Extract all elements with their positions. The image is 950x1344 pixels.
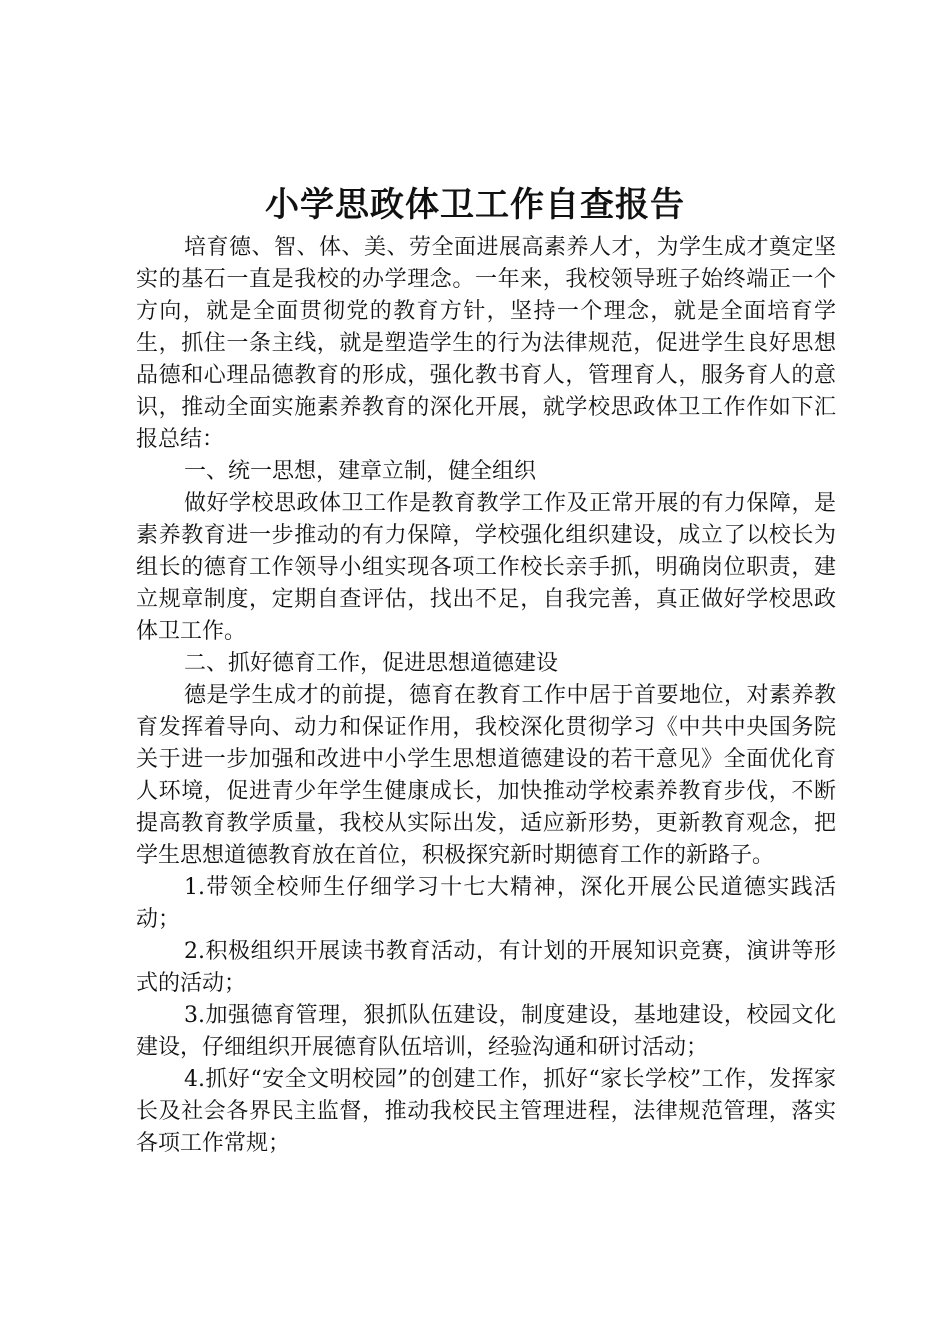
list-item-3: 3.加强德育管理，狠抓队伍建设，制度建设，基地建设，校园文化建设，仔细组织开展德育队伍培训，经验沟通和研讨活动； [136,1003,836,1060]
document-title: 小学思政体卫工作自查报告 [265,185,685,225]
intro-paragraph: 培育德、智、体、美、劳全面进展高素养人才，为学生成才奠定坚实的基石一直是我校的办学理念。一年来，我校领导班子始终端正一个方向，就是全面贯彻党的教育方针，坚持一个理念，就是全面培育学生，抓住一条主线，就是塑造学生的行为法律规范，促进学生良好思想品德和心理品德教育的形成，强化教书育人，管理育人，服务育人的意识，推动全面实施素养教育的深化开展，就学校思政体卫工作作如下汇报总结： [136,235,836,452]
section-heading-2: 二、抓好德育工作，促进思想道德建设 [184,651,559,676]
section-heading-1: 一、统一思想，建章立制，健全组织 [184,459,537,484]
list-item-2: 2.积极组织开展读书教育活动，有计划的开展知识竞赛，演讲等形式的活动； [136,939,836,996]
section-2-paragraph: 德是学生成才的前提，德育在教育工作中居于首要地位，对素养教育发挥着导向、动力和保证作用，我校深化贯彻学习《中共中央国务院关于进一步加强和改进中小学生思想道德建设的若干意见》全面优化育人环境，促进青少年学生健康成长，加快推动学校素养教育步伐，不断提高教育教学质量，我校从实际出发，适应新形势，更新教育观念，把学生思想道德教育放在首位，积极探究新时期德育工作的新路子。 [136,683,836,868]
list-item-1: 1.带领全校师生仔细学习十七大精神，深化开展公民道德实践活动； [136,875,836,932]
section-1-paragraph: 做好学校思政体卫工作是教育教学工作及正常开展的有力保障，是素养教育进一步推动的有力保障，学校强化组织建设，成立了以校长为组长的德育工作领导小组实现各项工作校长亲手抓，明确岗位职责，建立规章制度，定期自查评估，找出不足，自我完善，真正做好学校思政体卫工作。 [136,491,836,644]
list-item-4: 4.抓好“安全文明校园”的创建工作，抓好“家长学校”工作，发挥家长及社会各界民主监督，推动我校民主管理进程，法律规范管理，落实各项工作常规； [136,1067,836,1156]
document-body [136,232,836,1160]
